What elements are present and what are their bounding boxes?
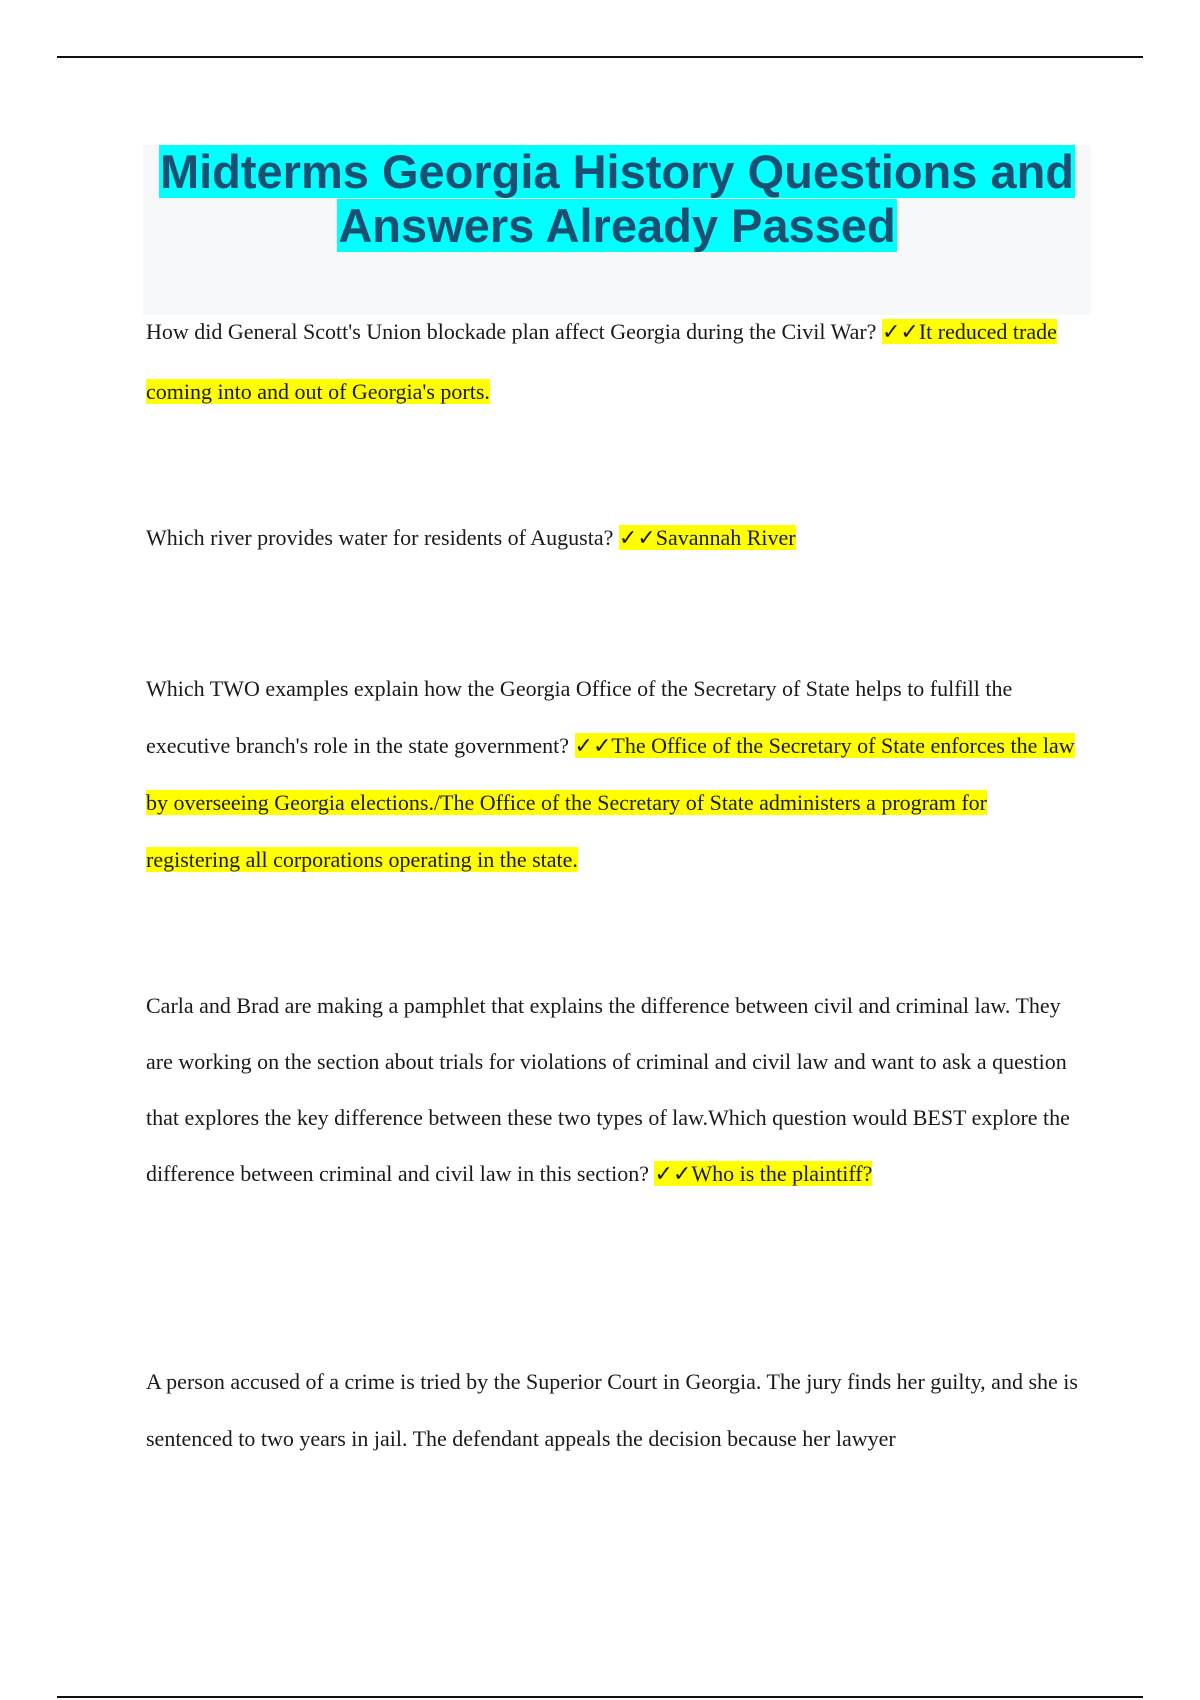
answer-text: ✓✓Who is the plaintiff? — [654, 1161, 873, 1186]
title-block — [143, 145, 1091, 315]
page-title — [143, 145, 1091, 253]
answer-text: ✓✓The Office of the Secretary of State enforces the law by overseeing Georgia elections./The Office of the Secretary of State administers a program for registering all corporations operating in the state. — [146, 733, 1075, 872]
qa-item-4 — [146, 978, 1086, 1202]
qa-item-2 — [146, 509, 1086, 566]
bottom-rule — [57, 1696, 1143, 1698]
question-text: How did General Scott's Union blockade plan affect Georgia during the Civil War? — [146, 319, 882, 344]
question-text: Which river provides water for residents of Augusta? — [146, 525, 619, 550]
qa-item-1 — [146, 302, 1086, 422]
top-rule — [57, 56, 1143, 58]
qa-item-3 — [146, 660, 1086, 888]
qa-item-5 — [146, 1353, 1086, 1467]
answer-text: ✓✓It reduced trade coming into and out of Georgia's ports. — [146, 319, 1057, 404]
question-text: A person accused of a crime is tried by the Superior Court in Georgia. The jury finds her guilty, and she is sentenced to two years in jail. The defendant appeals the decision because her lawyer — [146, 1369, 1078, 1451]
question-text: Carla and Brad are making a pamphlet that explains the difference between civil and criminal law. They are working on the section about trials for violations of criminal and civil law and want to ask a question that explores the key difference between these two types of law.Which question would BEST explore the difference between criminal and civil law in this section? — [146, 993, 1070, 1186]
question-text: Which TWO examples explain how the Georgia Office of the Secretary of State helps to fulfill the executive branch's role in the state government? — [146, 676, 1013, 758]
title-line-2: Answers Already Passed — [338, 199, 896, 252]
title-line-1: Midterms Georgia History Questions and — [159, 145, 1075, 198]
answer-text: ✓✓Savannah River — [618, 525, 796, 550]
